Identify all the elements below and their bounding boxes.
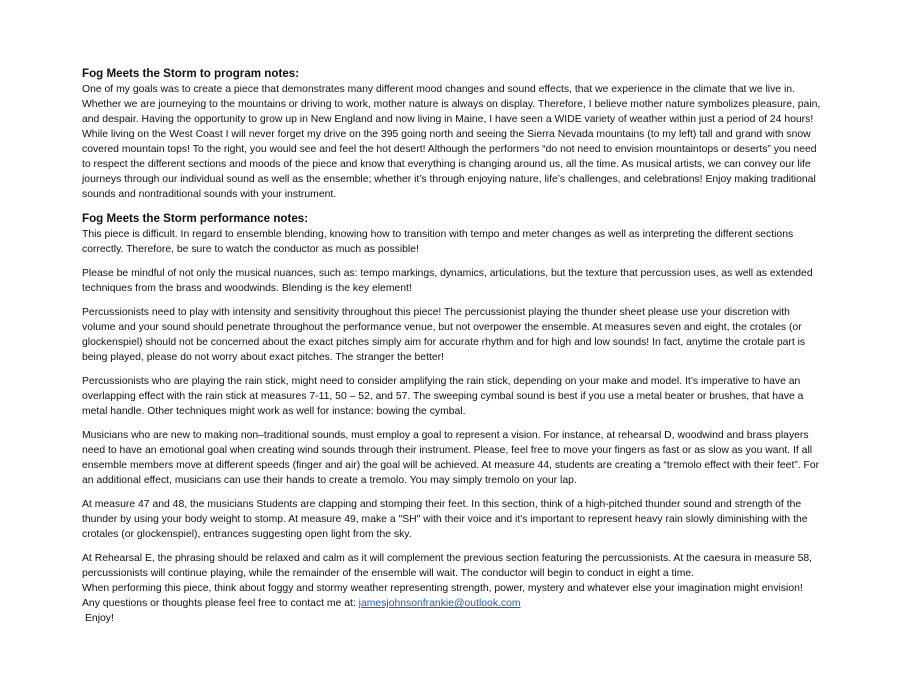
closing-line: When performing this piece, think about foggy and stormy weather representing strength, power, mystery and whatever else your imagination might envision! [82,583,803,594]
program-notes-heading: Fog Meets the Storm to program notes: [82,67,300,80]
performance-paragraph: Percussionists who are playing the rain stick, might need to consider amplifying the rain stick, depending on your make and model. It’s imperative to have an overlapping effect with the rain stick at measures 7-11, 50 – 52, and 57. The sweeping cymbal sound is best if you use a metal beater or brushes, that have a metal handle. Other techniques might work as well for instance: bowing the cymbal. [82,376,804,417]
performance-paragraph: At measure 47 and 48, the musicians Students are clapping and stomping their feet. In this section, think of a high-pitched thunder sound and strength of the thunder by using your body weight to stomp. At measure 49, make a "SH" with their voice and it's important to represent heavy rain slowly diminishing with the crotales (or glockenspiel), entrances suggesting open light from the sky. [82,499,808,540]
performance-paragraph: Musicians who are new to making non–traditional sounds, must employ a goal to represent a vision. For instance, at rehearsal D, woodwind and brass players need to have an emotional goal when creating wind sounds through their instrument. Please, feel free to move your fingers as fast or as slow as you want. If all ensemble members move at different speeds (finger and air) the goal will be achieved. At measure 44, students are creating a “tremolo effect with their feet”. For an additional effect, musicians can use their hands to create a tremolo. You may simply tremolo on your lap. [82,430,820,486]
document-page [82,64,822,626]
contact-prefix: Any questions or thoughts please feel free to contact me at: [82,598,359,609]
signoff: Enjoy! [85,613,114,624]
performance-notes-heading: Fog Meets the Storm performance notes: [82,212,309,225]
rehearsal-e-paragraph: At Rehearsal E, the phrasing should be relaxed and calm as it will complement the previous section featuring the percussionists. At the caesura in measure 58, percussionists will continue playing, while the remainder of the ensemble will wait. The conductor will begin to conduct in eight a time. [82,553,813,579]
contact-line [82,596,822,611]
program-notes-body: One of my goals was to create a piece that demonstrates many different mood changes and sound effects, that we experience in the climate that we live in. Whether we are journeying to the mountains or driving to work, mother nature is always on display. Therefore, I believe mother nature symbolizes pleasure, pain, and despair. Having the opportunity to grow up in New England and now living in Maine, I have seen a WIDE variety of weather within just a period of 24 hours! While living on the West Coast I will never forget my drive on the 395 going north and seeing the Sierra Nevada mountains (to my left) tall and grand with snow covered mountain tops! To the right, you would see and feel the hot desert! Although the performers “do not need to envision mountaintops or deserts” you need to respect the different sections and moods of the piece and know that everything is changing around us, all the time. As musical artists, we can convey our life journeys through our individual sound as well as the ensemble; whether it’s through enjoying nature, life’s challenges, and celebrations! Enjoy making traditional sounds and nontraditional sounds with your instrument. [82,84,821,200]
contact-email-link[interactable]: jamesjohnsonfrankie@outlook.com [358,598,521,609]
performance-paragraph: This piece is difficult. In regard to ensemble blending, knowing how to transition with tempo and meter changes as well as interpreting the different sections correctly. Therefore, be sure to watch the conductor as much as possible! [82,229,794,255]
performance-paragraph: Percussionists need to play with intensity and sensitivity throughout this piece! The percussionist playing the thunder sheet please use your discretion with volume and your sound should penetrate throughout the performance venue, but not overpower the ensemble. At measures seven and eight, the crotales (or glockenspiel) should not be concerned about the exact pitches simply aim for accurate rhythm and for high and low sounds! In fact, anytime the crotale part is being played, please do not worry about exact pitches. The stranger the better! [82,307,806,363]
performance-paragraph: Please be mindful of not only the musical nuances, such as: tempo markings, dynamics, articulations, but the texture that percussion uses, as well as extended techniques from the brass and woodwinds. Blending is the key element! [82,268,813,294]
